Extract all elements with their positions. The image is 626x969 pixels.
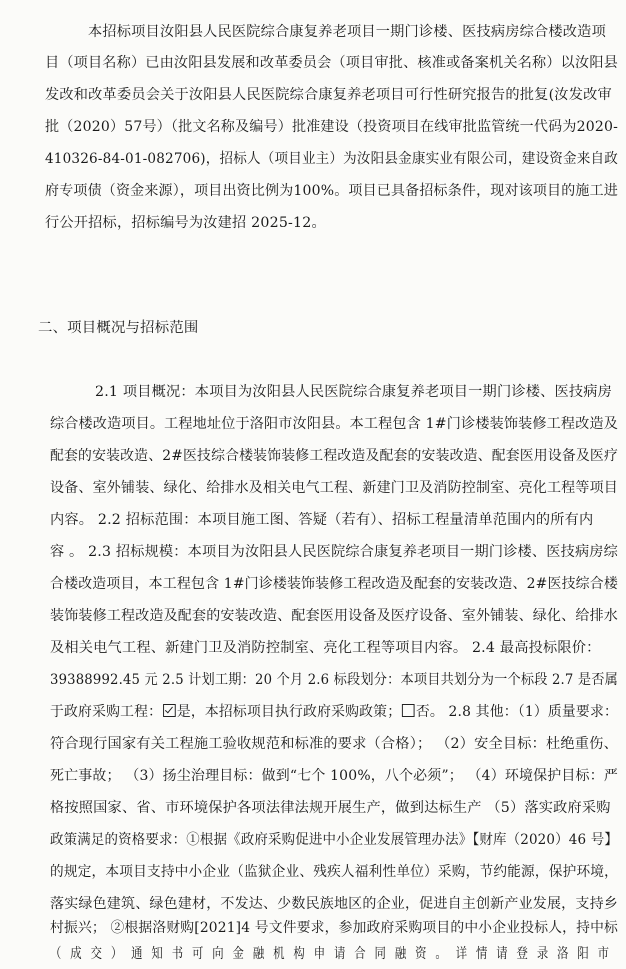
paragraph-line: 落实绿色建筑、绿色建材，不发达、少数民族地区的企业，促进自主创新产业发展，支持乡	[50, 896, 618, 912]
paragraph-line: 政策满足的资格要求：①根据《政府采购促进中小企业发展管理办法》【财库（2020）46 号】	[50, 832, 618, 848]
paragraph-line: 的规定，本项目支持中小企业（监狱企业、残疾人福利性单位）采购，节约能源，保护环境，	[50, 864, 619, 880]
paragraph-line: 410326-84-01-082706)，招标人（项目业主）为汝阳县金康实业有限公司，建设资金来自政	[45, 151, 618, 167]
paragraph-line: 本招标项目汝阳县人民医院综合康复养老项目一期门诊楼、医技病房综合楼改造项	[88, 24, 606, 40]
paragraph-line: 39388992.45 元 2.5 计划工期：20 个月 2.6 标段划分：本项目共划分为一个标段 2.7 是否属	[50, 672, 618, 688]
section-heading: 二、项目概况与招标范围	[38, 320, 199, 336]
paragraph-line: 目（项目名称）已由汝阳县发展和改革委员会（项目审批、核准或备案机关名称）以汝阳县	[45, 55, 618, 71]
procurement-no-text: 否。 2.8 其他：（1）质量要求：	[415, 704, 619, 720]
procurement-question: 于政府采购工程：	[50, 704, 163, 720]
paragraph-line: 容 。 2.3 招标规模：本项目为汝阳县人民医院综合康复养老项目一期门诊楼、医技病房综	[50, 544, 618, 560]
paragraph-line: 合楼改造项目，本工程包含 1#门诊楼装饰装修工程改造及配套的安装改造、2#医技综合楼	[50, 576, 618, 592]
paragraph-line: 装饰装修工程改造及配套的安装改造、配套医用设备及医疗设备、室外铺装、绿化、给排水	[50, 608, 618, 624]
procurement-yes-text: 是，本招标项目执行政府采购政策；	[176, 704, 402, 720]
paragraph-line: 批（2020）57号）（批文名称及编号）批准建设（投资项目在线审批监管统一代码为2020-	[45, 119, 619, 135]
checkbox-empty-icon	[402, 704, 415, 717]
paragraph-line: 设备、室外铺装、绿化、给排水及相关电气工程、新建门卫及消防控制室、亮化工程等项目	[50, 480, 618, 496]
paragraph-line: 2.1 项目概况：本项目为汝阳县人民医院综合康复养老项目一期门诊楼、医技病房	[95, 384, 613, 400]
paragraph-line: 村振兴； ②根据洛财购[2021]4 号文件要求，参加政府采购项目的中小企业投标人，持中标	[50, 920, 619, 936]
paragraph-line: 发改和改革委员会关于汝阳县人民医院综合康复养老项目可行性研究报告的批复(汝发改审	[45, 87, 612, 103]
paragraph-line: 死亡事故； （3）扬尘治理目标：做到“七个 100%，八个必须”； （4）环境保护目标：严	[50, 768, 618, 784]
paragraph-line: 内容。 2.2 招标范围：本项目施工图、答疑（若有）、招标工程量清单范围内的所有内	[50, 512, 594, 528]
procurement-line	[50, 702, 618, 722]
paragraph-line-last: （成交）通知书可向金融机构申请合同融资。详情请登录洛阳市	[50, 946, 618, 962]
paragraph-line: 行公开招标，招标编号为汝建招 2025-12。	[45, 215, 326, 231]
paragraph-line: 符合现行国家有关工程施工验收规范和标准的要求（合格）； （2）安全目标：杜绝重伤、	[50, 736, 618, 752]
paragraph-line: 府专项债（资金来源），项目出资比例为100%。项目已具备招标条件，现对该项目的施工进	[45, 183, 618, 199]
paragraph-line: 综合楼改造项目。工程地址位于洛阳市汝阳县。本工程包含 1#门诊楼装饰装修工程改造及	[50, 416, 619, 432]
paragraph-line: 格按照国家、省、市环境保护各项法律法规开展生产，做到达标生产 （5）落实政府采购	[50, 800, 611, 816]
paragraph-line: 配套的安装改造、2#医技综合楼装饰装修工程改造及配套的安装改造、配套医用设备及医疗	[50, 448, 618, 464]
paragraph-line: 及相关电气工程、新建门卫及消防控制室、亮化工程等项目内容。 2.4 最高投标限价：	[50, 640, 601, 656]
checkbox-checked-icon	[163, 704, 176, 717]
